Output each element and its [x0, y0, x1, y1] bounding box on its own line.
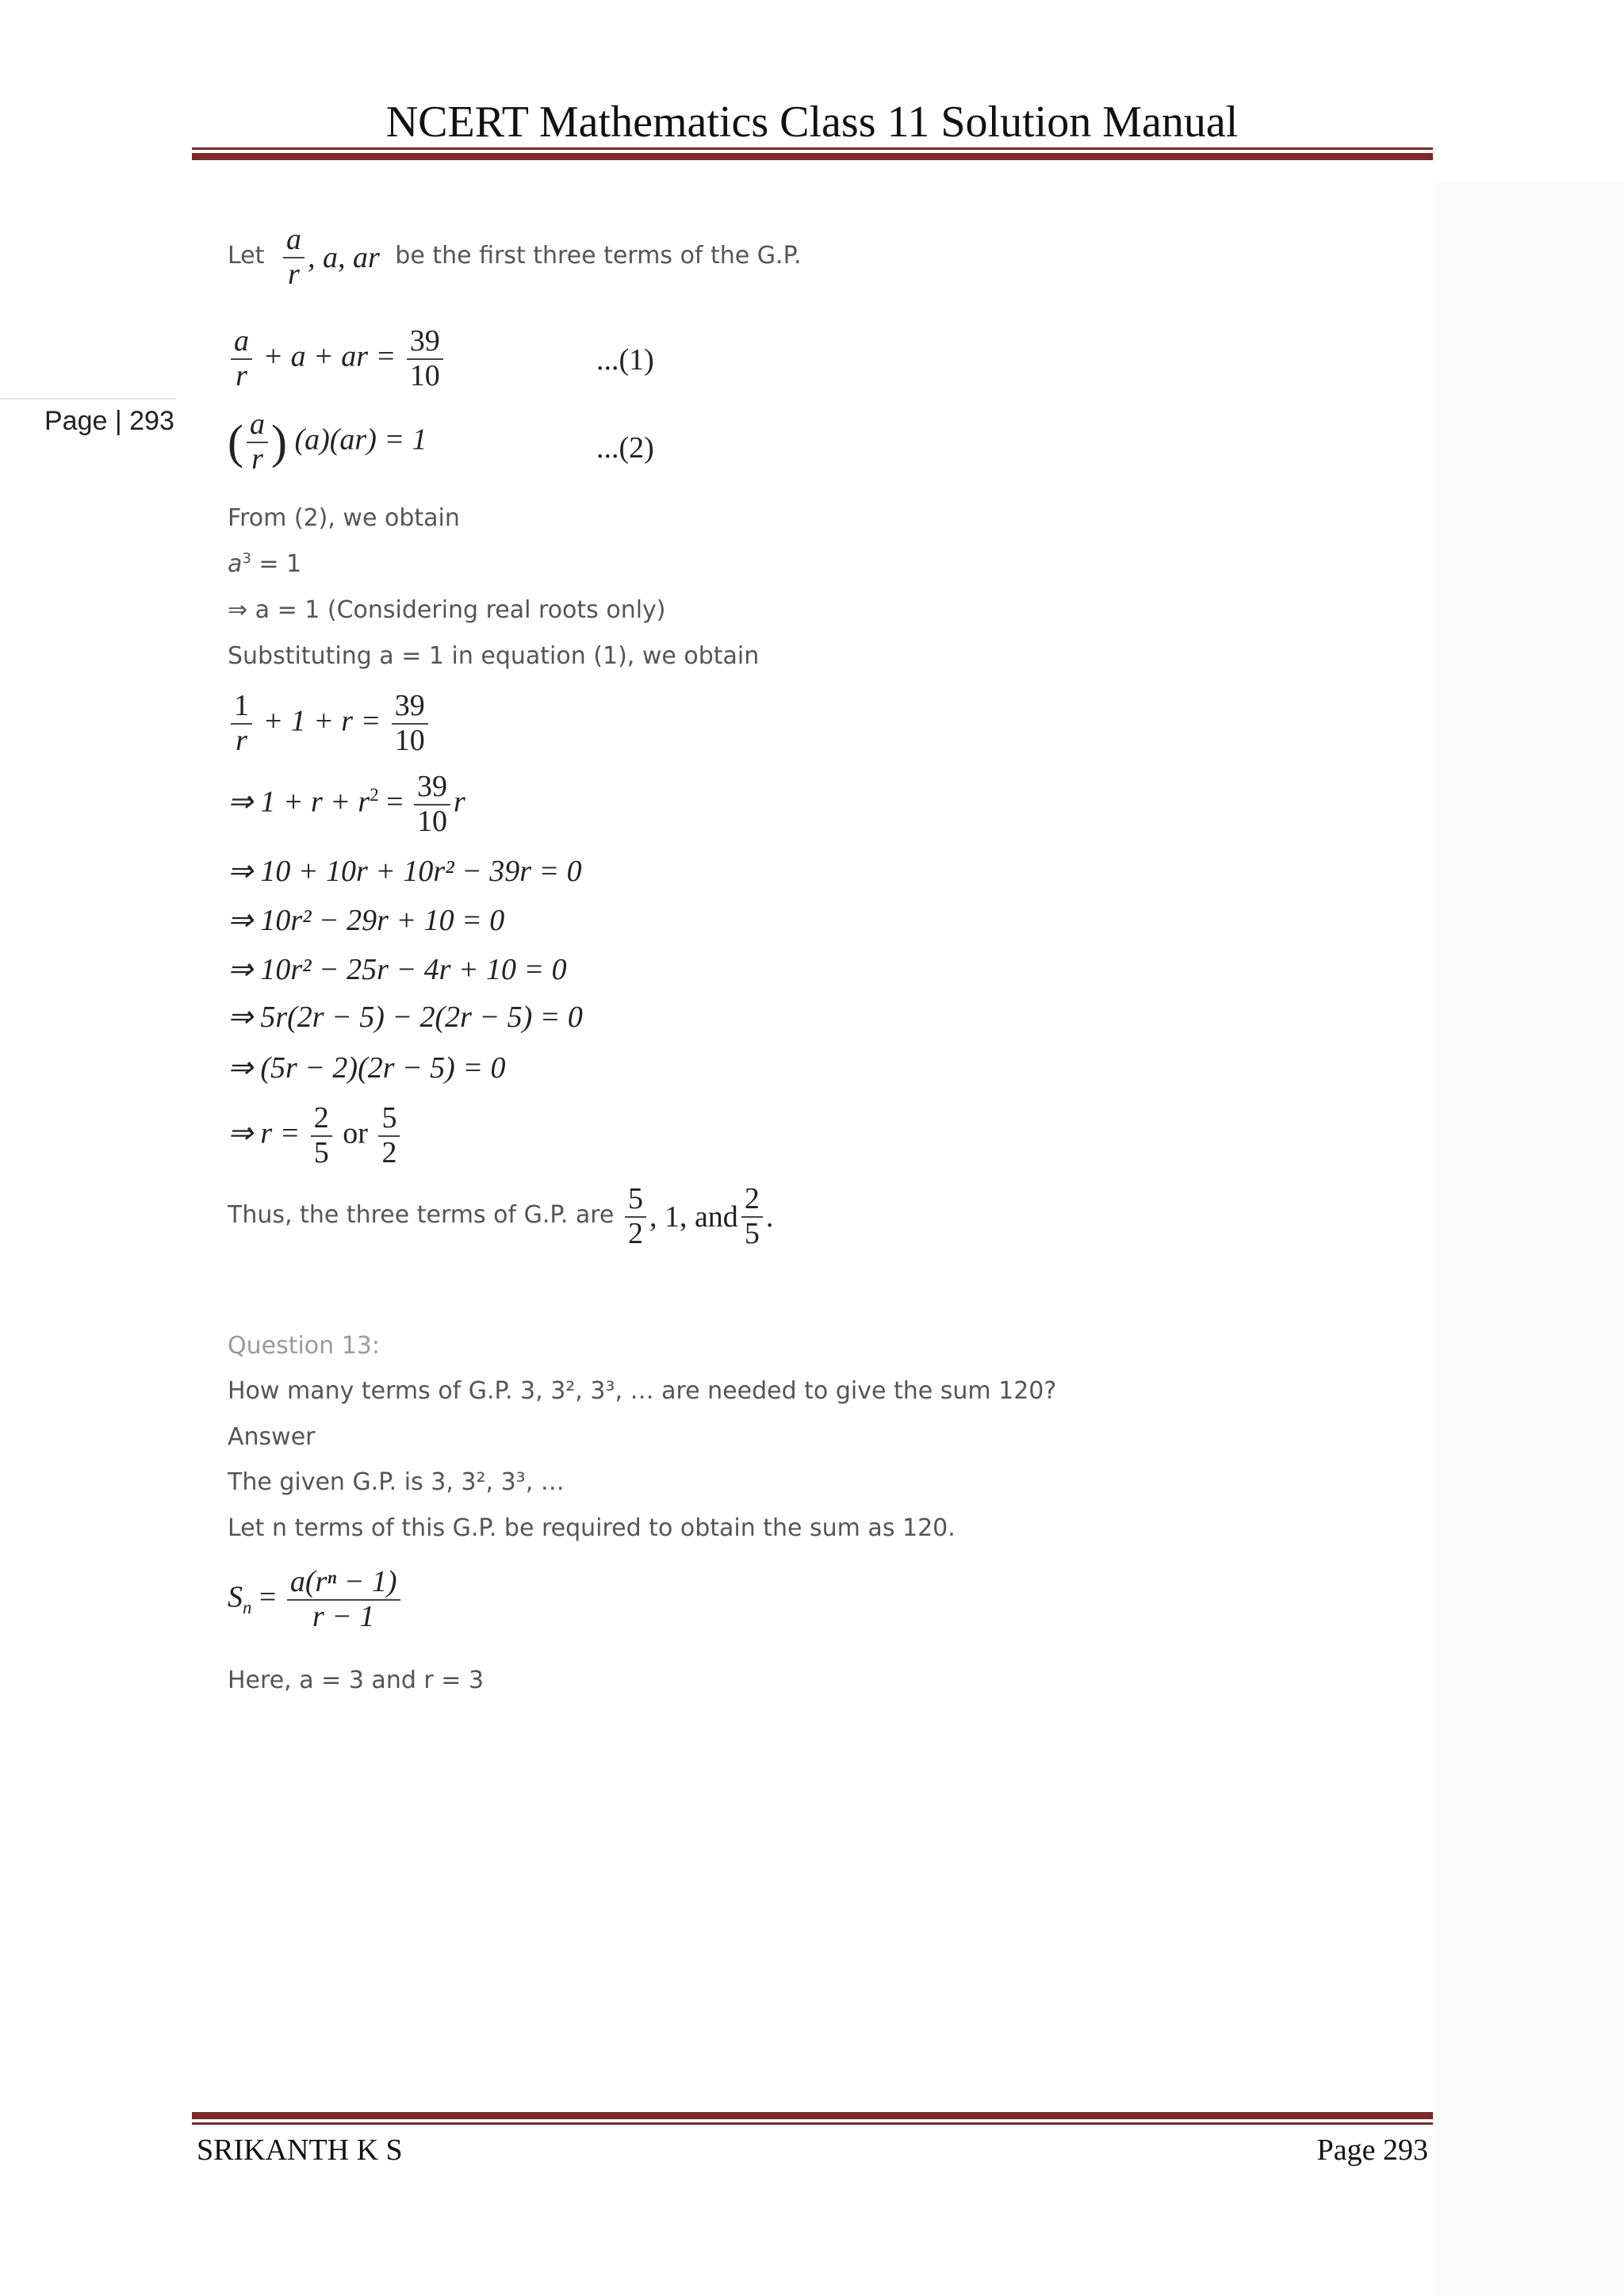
s8-a-den: 5	[313, 1135, 329, 1169]
let-terms-line	[228, 223, 802, 306]
thus-b-num: 2	[741, 1183, 763, 1218]
sidebar-page-label: Page | 293	[44, 406, 174, 436]
sn-num: a(rⁿ − 1)	[287, 1566, 400, 1601]
question-13-text: How many terms of G.P. 3, 3², 3³, … are needed to give the sum 120?	[228, 1377, 1057, 1405]
s2-tail: r	[454, 785, 465, 819]
eq1-frac-num: a	[231, 325, 252, 360]
from-2-line: From (2), we obtain	[228, 504, 460, 532]
s8-or: or	[343, 1116, 368, 1150]
given-gp-line: The given G.P. is 3, 3², 3³, …	[228, 1468, 565, 1496]
eq1-rhs-num: 39	[407, 325, 443, 360]
page-header-title: NCERT Mathematics Class 11 Solution Manual	[385, 98, 1239, 147]
s1-num: 1	[231, 690, 252, 725]
s1-rhs-den: 10	[394, 723, 425, 757]
sn-sub: n	[243, 1598, 252, 1618]
let-suffix: be the first three terms of the G.P.	[395, 242, 802, 270]
eq2-tag: ...(2)	[596, 431, 654, 465]
a-cubed-rest: = 1	[251, 550, 302, 578]
eq2-rest: (a)(ar) = 1	[294, 423, 427, 457]
s1-rhs-num: 39	[392, 690, 428, 725]
step-5: ⇒ 10r² − 25r − 4r + 10 = 0	[228, 953, 567, 986]
question-13-label: Question 13:	[228, 1332, 380, 1360]
let-frac-den: r	[288, 257, 300, 291]
let-frac-num: a	[283, 224, 304, 258]
equation-1	[228, 324, 654, 393]
s2-eq: =	[378, 785, 404, 819]
s2-rhs-den: 10	[417, 804, 448, 838]
let-terms-math	[280, 224, 380, 292]
a-cubed-base: a	[228, 550, 243, 578]
footer-author: SRIKANTH K S	[197, 2133, 403, 2167]
sn-lhs: S	[228, 1580, 243, 1614]
here-line: Here, a = 3 and r = 3	[228, 1667, 485, 1694]
s1-den: r	[236, 723, 247, 757]
eq2-frac-num: a	[247, 408, 268, 443]
s8-b-den: 2	[381, 1135, 397, 1169]
thus-line	[228, 1182, 774, 1265]
thus-b-den: 5	[744, 1216, 760, 1250]
eq1-mid: + a + ar =	[262, 339, 396, 373]
s2-exp: 2	[370, 784, 379, 805]
thus-math	[622, 1183, 773, 1251]
s1-mid: + 1 + r =	[262, 704, 381, 738]
footer-page-number: Page 293	[1316, 2133, 1428, 2167]
substituting-line: Substituting a = 1 in equation (1), we obtain	[228, 642, 760, 670]
s8-a-num: 2	[311, 1102, 332, 1137]
sum-formula	[228, 1566, 404, 1634]
let-terms: , a, ar	[307, 240, 380, 274]
thus-a-num: 5	[625, 1183, 646, 1218]
eq2-frac-den: r	[251, 442, 263, 476]
thus-text: Thus, the three terms of G.P. are	[228, 1201, 615, 1229]
equation-2: ( $\frac{a}{r}$ ) (a)(ar) = 1 ...(2)	[228, 408, 654, 476]
step-2	[228, 771, 465, 839]
s8-prefix: ⇒ r =	[228, 1116, 301, 1150]
header-rule	[192, 147, 1433, 160]
thus-a-den: 2	[627, 1216, 643, 1250]
let-prefix: Let	[228, 242, 265, 270]
s2-rhs-num: 39	[414, 771, 450, 806]
eq1-frac-den: r	[236, 358, 247, 392]
footer-rule	[192, 2112, 1433, 2125]
step-6: ⇒ 5r(2r − 5) − 2(2r − 5) = 0	[228, 1001, 583, 1034]
sn-den: r − 1	[312, 1599, 375, 1633]
step-7: ⇒ (5r − 2)(2r − 5) = 0	[228, 1051, 506, 1085]
thus-end: .	[765, 1200, 774, 1234]
s8-b-num: 5	[378, 1102, 400, 1137]
sidebar-divider	[0, 398, 176, 400]
s2-lhs: ⇒ 1 + r + r	[228, 785, 370, 819]
eq1-rhs-den: 10	[409, 358, 440, 392]
step-3: ⇒ 10 + 10r + 10r² − 39r = 0	[228, 855, 582, 888]
thus-mid: , 1, and	[649, 1200, 738, 1234]
eq1-tag: ...(1)	[596, 343, 654, 377]
step-1	[228, 690, 431, 758]
a-cubed-exp: 3	[242, 550, 251, 567]
step-4: ⇒ 10r² − 29r + 10 = 0	[228, 904, 505, 937]
a-cubed-line	[228, 550, 301, 578]
step-8	[228, 1102, 403, 1170]
sn-eq: =	[251, 1580, 277, 1614]
answer-label: Answer	[228, 1423, 316, 1451]
let-n-line: Let n terms of this G.P. be required to obtain the sum as 120.	[228, 1514, 956, 1542]
a-equals-1-line: ⇒ a = 1 (Considering real roots only)	[228, 596, 666, 624]
page-margin-shade	[1435, 182, 1624, 2296]
